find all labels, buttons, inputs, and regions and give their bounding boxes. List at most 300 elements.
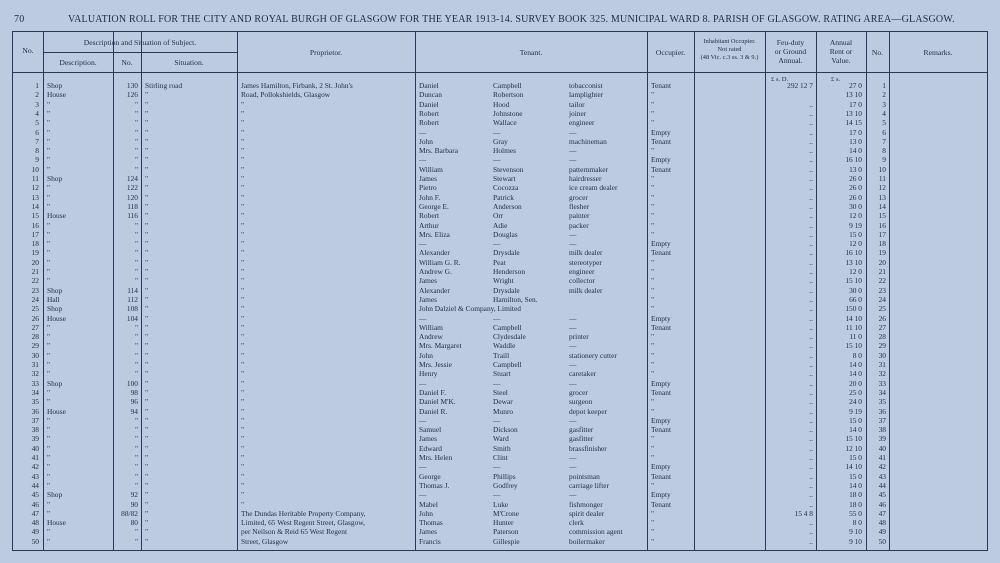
row-feu-duty: ..	[809, 229, 813, 239]
row-number: 20	[31, 257, 39, 267]
row-number-right: 21	[878, 267, 886, 276]
row-tenant-first: Mrs. Margaret	[419, 341, 462, 351]
row-number: 44	[31, 480, 39, 490]
row-street-number: "	[134, 220, 138, 230]
row-description: "	[47, 108, 51, 118]
col-header-tenant: Tenant.	[519, 48, 543, 57]
row-proprietor: "	[241, 108, 245, 118]
row-feu-duty: ..	[809, 369, 813, 379]
row-situation: "	[145, 285, 149, 295]
row-number-right: 34	[878, 387, 886, 397]
row-number: 24	[31, 294, 39, 304]
row-tenant-trade: carriage lifter	[569, 480, 610, 490]
row-tenant-trade: joiner	[569, 108, 587, 118]
row-feu-duty: ..	[809, 490, 813, 500]
table-row	[13, 239, 987, 248]
row-situation: "	[145, 276, 149, 286]
table-row	[13, 444, 987, 453]
row-tenant-trade: ice cream dealer	[569, 183, 618, 193]
row-annual-rent: 8 0	[852, 518, 862, 528]
row-annual-rent: 14 0	[849, 480, 862, 490]
row-situation: "	[145, 220, 149, 230]
row-situation: "	[145, 471, 149, 481]
table-row	[13, 174, 987, 183]
row-feu-duty: ..	[809, 267, 813, 276]
row-number-right: 20	[878, 257, 886, 267]
row-number-right: 5	[882, 118, 886, 128]
row-street-number: "	[134, 425, 138, 435]
row-number-right: 49	[878, 527, 886, 537]
row-number-right: 38	[878, 425, 886, 435]
row-proprietor: "	[241, 313, 245, 323]
row-feu-duty: ..	[809, 415, 813, 425]
row-street-number: "	[134, 369, 138, 379]
row-feu-duty: ..	[809, 136, 813, 146]
row-situation: "	[145, 527, 149, 537]
inhabitant-line-3: (48 Vic. c.3 ss. 3 & 9.)	[700, 54, 759, 61]
row-description: "	[47, 536, 51, 546]
row-proprietor: "	[241, 443, 245, 453]
row-tenant-trade: —	[569, 378, 577, 388]
row-number: 5	[35, 118, 39, 128]
row-number-right: 19	[878, 248, 886, 258]
row-annual-rent: 13 10	[845, 90, 862, 100]
row-number: 45	[31, 490, 39, 500]
col-header-annual-rent	[816, 38, 866, 65]
row-street-number: 98	[130, 387, 138, 397]
row-number-right: 3	[882, 99, 886, 109]
table-row	[13, 462, 987, 471]
row-situation: "	[145, 518, 149, 528]
row-tenant-trade: gasfitter	[569, 434, 594, 444]
row-number-right: 48	[878, 518, 886, 528]
row-annual-rent: 15 0	[849, 415, 862, 425]
row-annual-rent: 17 0	[849, 127, 862, 137]
row-occupier: "	[651, 211, 655, 221]
row-tenant-surname: Wright	[493, 276, 514, 286]
row-feu-duty: ..	[809, 239, 813, 249]
row-annual-rent: 16 10	[845, 155, 862, 165]
row-number: 37	[31, 415, 39, 425]
row-description: Shop	[47, 81, 63, 90]
row-street-number: 92	[130, 490, 138, 500]
row-tenant-first: —	[419, 415, 427, 425]
row-feu-duty: ..	[809, 294, 813, 304]
row-description: Shop	[47, 378, 63, 388]
row-tenant-first: Alexander	[419, 285, 450, 295]
row-feu-duty: ..	[809, 462, 813, 472]
row-tenant-trade: —	[569, 462, 577, 472]
row-tenant-surname: Peat	[493, 257, 506, 267]
row-tenant-trade: printer	[569, 332, 589, 342]
row-street-number: "	[134, 108, 138, 118]
row-occupier: Empty	[651, 490, 671, 500]
col-header-number: No.	[121, 58, 133, 67]
row-street-number: "	[134, 350, 138, 360]
row-description: "	[47, 369, 51, 379]
row-number: 43	[31, 471, 39, 481]
row-tenant-surname: Traill	[493, 350, 510, 360]
row-tenant-first: James	[419, 434, 438, 444]
row-street-number: 94	[130, 406, 138, 416]
row-tenant-surname: Clydesdale	[493, 332, 526, 342]
table-row	[13, 323, 987, 332]
col-header-no: No.	[22, 46, 34, 55]
row-description: "	[47, 276, 51, 286]
row-tenant-first: —	[419, 127, 427, 137]
table-row	[13, 481, 987, 490]
row-proprietor: "	[241, 257, 245, 267]
row-tenant-surname: Gray	[493, 136, 508, 146]
table-row	[13, 267, 987, 276]
row-situation: "	[145, 155, 149, 165]
row-street-number: 116	[127, 211, 138, 221]
row-tenant-surname: Campbell	[493, 322, 522, 332]
row-description: House	[47, 90, 66, 100]
col-header-remarks: Remarks.	[923, 48, 953, 57]
row-description: Shop	[47, 285, 63, 295]
row-tenant-first: John F.	[419, 192, 441, 202]
table-row	[13, 434, 987, 443]
row-number: 21	[31, 267, 39, 276]
row-annual-rent: 26 0	[849, 174, 862, 183]
row-proprietor: Road, Pollokshields, Glasgow	[241, 90, 331, 100]
row-annual-rent: 13 10	[845, 108, 862, 118]
row-situation: "	[145, 146, 149, 156]
row-number-right: 50	[878, 536, 886, 546]
row-number: 25	[31, 304, 39, 314]
row-description: "	[47, 155, 51, 165]
row-number-right: 27	[878, 322, 886, 332]
row-tenant-first: John	[419, 136, 433, 146]
row-tenant-first: Daniel	[419, 81, 439, 90]
row-tenant-first: Samuel	[419, 425, 442, 435]
row-tenant-trade: —	[569, 415, 577, 425]
row-annual-rent: 12 10	[845, 443, 862, 453]
row-occupier: "	[651, 146, 655, 156]
row-tenant-surname: Godfrey	[493, 480, 518, 490]
row-annual-rent: 14 10	[845, 462, 862, 472]
row-number: 23	[31, 285, 39, 295]
row-feu-duty: ..	[809, 183, 813, 193]
col-header-situation: Situation.	[174, 58, 204, 67]
row-tenant-trade: stationery cutter	[569, 350, 617, 360]
row-tenant-surname: Wallace	[493, 118, 517, 128]
row-number: 15	[31, 211, 39, 221]
row-number-right: 35	[878, 397, 886, 407]
row-street-number: "	[134, 462, 138, 472]
row-occupier: "	[651, 276, 655, 286]
row-annual-rent: 20 0	[849, 378, 862, 388]
row-situation: "	[145, 127, 149, 137]
row-street-number: "	[134, 276, 138, 286]
row-proprietor: "	[241, 434, 245, 444]
row-number: 22	[31, 276, 39, 286]
row-tenant-surname: Cocozza	[493, 183, 519, 193]
row-proprietor: "	[241, 118, 245, 128]
row-tenant-first: James	[419, 294, 438, 304]
row-street-number: "	[134, 257, 138, 267]
row-number: 26	[31, 313, 39, 323]
row-feu-duty: ..	[809, 164, 813, 174]
row-description: "	[47, 183, 51, 193]
table-row	[13, 295, 987, 304]
row-tenant-surname: —	[493, 462, 501, 472]
row-tenant-first: Thomas	[419, 518, 443, 528]
row-occupier: Empty	[651, 378, 671, 388]
row-number-right: 18	[878, 239, 886, 249]
row-number-right: 40	[878, 443, 886, 453]
row-number-right: 28	[878, 332, 886, 342]
row-situation: "	[145, 406, 149, 416]
table-row	[13, 211, 987, 220]
row-annual-rent: 9 19	[849, 406, 862, 416]
row-tenant-first: —	[419, 378, 427, 388]
row-tenant-trade: —	[569, 360, 577, 369]
row-tenant-surname: Waddle	[493, 341, 516, 351]
row-annual-rent: 27 0	[849, 81, 862, 90]
row-tenant-surname: Hood	[493, 99, 510, 109]
row-tenant-trade: engineer	[569, 267, 595, 276]
row-feu-duty: ..	[809, 425, 813, 435]
row-tenant-trade: depot keeper	[569, 406, 607, 416]
row-description: "	[47, 136, 51, 146]
table-row	[13, 537, 987, 546]
row-situation: "	[145, 118, 149, 128]
row-annual-rent: 14 0	[849, 369, 862, 379]
row-street-number: "	[134, 136, 138, 146]
row-street-number: "	[134, 434, 138, 444]
row-tenant-surname: Hunter	[493, 518, 514, 528]
row-annual-rent: 9 10	[849, 536, 862, 546]
row-situation: "	[145, 480, 149, 490]
row-annual-rent: 12 0	[849, 267, 862, 276]
header-subrule	[43, 52, 237, 53]
row-occupier: Tenant	[651, 387, 672, 397]
table-row	[13, 425, 987, 434]
row-tenant-first: Robert	[419, 108, 440, 118]
row-street-number: 114	[127, 285, 138, 295]
col-header-occupier: Occupier.	[655, 48, 686, 57]
row-tenant-trade: —	[569, 341, 577, 351]
row-proprietor: "	[241, 453, 245, 462]
row-situation: "	[145, 183, 149, 193]
row-tenant-first: Henry	[419, 369, 438, 379]
row-tenant-first: James	[419, 527, 438, 537]
row-situation: "	[145, 239, 149, 249]
row-annual-rent: 11 10	[845, 322, 862, 332]
row-situation: "	[145, 499, 149, 509]
row-tenant-surname: —	[493, 313, 501, 323]
row-occupier: "	[651, 294, 655, 304]
row-feu-duty: ..	[809, 471, 813, 481]
row-proprietor: "	[241, 341, 245, 351]
row-tenant-first: George	[419, 471, 441, 481]
inhabitant-line-1: Inhabitant Occupier.	[703, 38, 756, 45]
row-annual-rent: 15 10	[845, 434, 862, 444]
row-street-number: "	[134, 341, 138, 351]
row-number: 38	[31, 425, 39, 435]
row-tenant-surname: —	[493, 415, 501, 425]
row-number-right: 24	[878, 294, 886, 304]
row-situation: "	[145, 453, 149, 462]
row-annual-rent: 9 10	[849, 527, 862, 537]
row-tenant-trade: milk dealer	[569, 248, 603, 258]
row-tenant-trade: painter	[569, 211, 590, 221]
row-proprietor: "	[241, 267, 245, 276]
row-feu-duty: ..	[809, 285, 813, 295]
row-description: "	[47, 425, 51, 435]
table-row	[13, 118, 987, 127]
row-description: "	[47, 322, 51, 332]
row-proprietor: "	[241, 136, 245, 146]
row-feu-duty: ..	[809, 332, 813, 342]
row-tenant-first: Andrew	[419, 332, 443, 342]
row-number-right: 2	[882, 90, 886, 100]
row-description: "	[47, 248, 51, 258]
row-proprietor: "	[241, 285, 245, 295]
row-number: 1	[35, 81, 39, 90]
row-annual-rent: 18 0	[849, 499, 862, 509]
row-situation: "	[145, 201, 149, 211]
row-situation: "	[145, 490, 149, 500]
table-row	[13, 109, 987, 118]
table-row	[13, 369, 987, 378]
row-occupier: "	[651, 536, 655, 546]
row-tenant-first: —	[419, 490, 427, 500]
inhabitant-line-2: Not rated	[717, 46, 742, 53]
row-street-number: "	[134, 99, 138, 109]
row-situation: Stirling road	[145, 81, 183, 90]
table-row	[13, 230, 987, 239]
row-number-right: 30	[878, 350, 886, 360]
row-proprietor: "	[241, 425, 245, 435]
rent-units: £ s.	[831, 76, 841, 83]
row-number: 39	[31, 434, 39, 444]
row-proprietor: Limited, 65 West Regent Street, Glasgow,	[241, 518, 365, 528]
row-feu-duty: ..	[809, 155, 813, 165]
row-feu-duty: ..	[809, 443, 813, 453]
row-situation: "	[145, 304, 149, 314]
row-tenant-surname: Paterson	[493, 527, 519, 537]
row-annual-rent: 15 10	[845, 276, 862, 286]
row-description: "	[47, 257, 51, 267]
row-situation: "	[145, 387, 149, 397]
row-tenant-surname: Stewart	[493, 174, 516, 183]
row-occupier: Tenant	[651, 81, 672, 90]
row-tenant-surname: Ward	[493, 434, 509, 444]
row-description: "	[47, 192, 51, 202]
row-occupier: "	[651, 369, 655, 379]
feu-line-1: Feu-duty	[776, 38, 805, 47]
row-occupier: Tenant	[651, 164, 672, 174]
row-tenant-surname: Munro	[493, 406, 514, 416]
row-occupier: "	[651, 257, 655, 267]
row-tenant-surname: —	[493, 378, 501, 388]
table-row	[13, 221, 987, 230]
row-feu-duty: ..	[809, 276, 813, 286]
row-number: 29	[31, 341, 39, 351]
row-annual-rent: 30 0	[849, 201, 862, 211]
row-situation: "	[145, 136, 149, 146]
table-row	[13, 416, 987, 425]
row-description: "	[47, 415, 51, 425]
row-annual-rent: 16 10	[845, 248, 862, 258]
row-occupier: "	[651, 406, 655, 416]
row-situation: "	[145, 192, 149, 202]
row-feu-duty: ..	[809, 527, 813, 537]
row-annual-rent: 14 0	[849, 146, 862, 156]
row-feu-duty: 292 12 7	[787, 81, 813, 90]
row-tenant-trade: tobacconist	[569, 81, 603, 90]
row-tenant-surname: Gillespie	[493, 536, 520, 546]
row-annual-rent: 14 0	[849, 425, 862, 435]
valuation-table	[12, 31, 988, 551]
row-proprietor: "	[241, 499, 245, 509]
row-number: 48	[31, 518, 39, 528]
row-description: "	[47, 471, 51, 481]
row-occupier: "	[651, 192, 655, 202]
row-situation: "	[145, 313, 149, 323]
row-tenant-trade: pointsman	[569, 471, 600, 481]
row-number-right: 39	[878, 434, 886, 444]
row-tenant-trade: surgeon	[569, 397, 593, 407]
row-tenant-first: Mrs. Jessie	[419, 360, 452, 369]
row-tenant-surname: —	[493, 155, 501, 165]
row-street-number: "	[134, 480, 138, 490]
row-description: "	[47, 527, 51, 537]
row-description: "	[47, 443, 51, 453]
row-tenant-first: Alexander	[419, 248, 450, 258]
row-occupier: Tenant	[651, 322, 672, 332]
row-proprietor: "	[241, 239, 245, 249]
row-description: "	[47, 146, 51, 156]
row-annual-rent: 17 0	[849, 99, 862, 109]
row-occupier: "	[651, 518, 655, 528]
row-proprietor: "	[241, 127, 245, 137]
row-number-right: 13	[878, 192, 886, 202]
row-feu-duty: ..	[809, 211, 813, 221]
row-occupier: Empty	[651, 462, 671, 472]
row-annual-rent: 26 0	[849, 192, 862, 202]
table-row	[13, 453, 987, 462]
row-number-right: 36	[878, 406, 886, 416]
row-feu-duty: ..	[809, 341, 813, 351]
row-number: 46	[31, 499, 39, 509]
row-proprietor: "	[241, 211, 245, 221]
row-number-right: 44	[878, 480, 886, 490]
row-description: "	[47, 453, 51, 462]
row-situation: "	[145, 90, 149, 100]
row-proprietor: "	[241, 304, 245, 314]
row-street-number: "	[134, 248, 138, 258]
row-description: "	[47, 164, 51, 174]
row-description: "	[47, 267, 51, 276]
row-description: House	[47, 406, 66, 416]
table-row	[13, 276, 987, 285]
row-tenant-trade: packer	[569, 220, 589, 230]
row-description: "	[47, 341, 51, 351]
row-description: "	[47, 462, 51, 472]
row-tenant-trade: clerk	[569, 518, 584, 528]
row-street-number: 120	[126, 192, 138, 202]
row-feu-duty: ..	[809, 201, 813, 211]
row-number-right: 29	[878, 341, 886, 351]
row-proprietor: Street, Glasgow	[241, 536, 289, 546]
row-proprietor: "	[241, 294, 245, 304]
row-tenant-first: Arthur	[419, 220, 439, 230]
table-row	[13, 397, 987, 406]
